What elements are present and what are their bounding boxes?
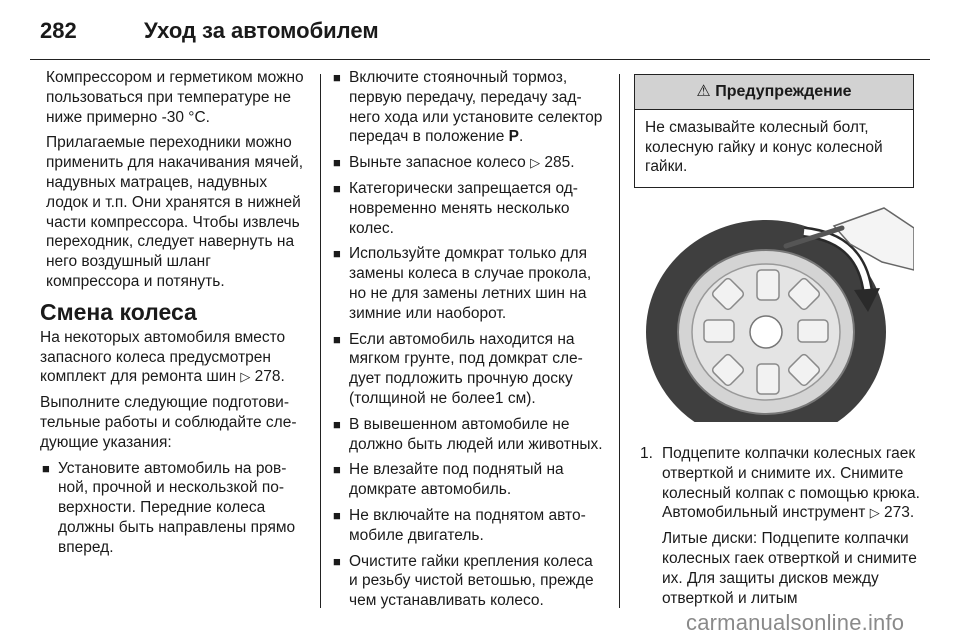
warning-triangle-icon: ⚠ (696, 83, 711, 100)
list-item: ■ Выньте запасное колесо ▷ 285. (333, 154, 575, 172)
list-item: ■ Категорически запрещается одновременно менять несколько колес. (333, 179, 578, 237)
wheel-cover-removal-illustration (636, 202, 914, 422)
step-list (632, 444, 928, 523)
paragraph: Выполните следующие подготовительные работы и соблюдайте следующие указания: (40, 394, 297, 451)
header-rule (30, 59, 930, 60)
warning-box (634, 74, 914, 188)
column-2 (331, 68, 603, 617)
square-bullet-icon: ■ (333, 331, 341, 347)
xref-link[interactable]: 273. (884, 504, 915, 522)
square-bullet-icon: ■ (42, 460, 50, 476)
step-note: Литые диски: Подцепите колпачки колесных гаек отверткой и снимите их. Для защиты дисков между отверткой и литым (662, 530, 917, 607)
list-item: ■ В вывешенном автомобиле не должно быть людей или животных. (333, 415, 603, 453)
square-bullet-icon: ■ (333, 70, 341, 85)
square-bullet-icon: ■ (333, 416, 341, 432)
page-header (30, 14, 930, 48)
paragraph: Компрессором и герметиком можно пользоваться при температуре не ниже примерно -30 °C. (46, 69, 304, 126)
list-item: ■ Включите стояночный тормоз, первую передачу, передачу заднего хода или установите селектор передач в положение P. (333, 69, 603, 146)
bullet-list (331, 68, 603, 611)
column-divider (619, 74, 620, 608)
list-item: ■ Не влезайте под поднятый на домкрате автомобиль. (333, 461, 564, 499)
page-number: 282 (40, 18, 77, 43)
triangle-right-icon: ▷ (869, 505, 880, 521)
warning-header (635, 75, 913, 110)
square-bullet-icon: ■ (333, 507, 341, 523)
xref-link[interactable]: 285. (544, 154, 575, 172)
square-bullet-icon: ■ (333, 180, 341, 196)
triangle-right-icon: ▷ (240, 369, 251, 385)
section-heading: Смена колеса (40, 298, 197, 325)
square-bullet-icon: ■ (333, 246, 341, 262)
list-item: ■ Установите автомобиль на ровной, прочной и нескользкой поверхности. Передние колеса должны быть направлены прямо вперед. (42, 459, 296, 556)
paragraph: Прилагаемые переходники можно применить для накачивания мячей, надувных матрацев, надувных лодок и т.п. Они хранятся в нижней части компрессора. Чтобы извлечь переходник, следует навернуть на него воздушный шланг компрессора и потянуть. (46, 134, 304, 290)
watermark: carmanualsonline.info (686, 610, 905, 635)
step-item: 1. Подцепите колпачки колесных гаек отверткой и снимите их. Снимите колесный колпак с помощью крюка. Автомобильный инструмент ▷ 273. (640, 444, 920, 522)
xref-link[interactable]: 278. (254, 368, 285, 386)
triangle-right-icon: ▷ (530, 155, 541, 171)
column-3 (632, 68, 928, 608)
running-title: Уход за автомобилем (144, 18, 379, 43)
list-item: ■ Если автомобиль находится на мягком грунте, под домкрат следует подложить прочную доску (толщиной не более1 см). (333, 330, 583, 407)
warning-text: Не смазывайте колесный болт, колесную гайку и конус колесной гайки. (645, 118, 883, 176)
list-item: ■ Очистите гайки крепления колеса и резьбу чистой ветошью, прежде чем устанавливать колесо. (333, 552, 594, 610)
square-bullet-icon: ■ (333, 553, 341, 569)
square-bullet-icon: ■ (333, 155, 341, 171)
list-item: ■ Используйте домкрат только для замены колеса в случае прокола, но не для замены летних шин на зимние или наоборот. (333, 245, 592, 322)
column-divider (320, 74, 321, 608)
list-item: ■ Не включайте на поднятом автомобиле двигатель. (333, 506, 586, 544)
bullet-list (40, 459, 308, 558)
column-1 (40, 68, 308, 564)
warning-title: Предупреждение (715, 83, 852, 100)
paragraph: На некоторых автомобиля вместо запасного колеса предусмотрен комплект для ремонта шин ▷ 278. (40, 328, 286, 386)
square-bullet-icon: ■ (333, 462, 341, 478)
